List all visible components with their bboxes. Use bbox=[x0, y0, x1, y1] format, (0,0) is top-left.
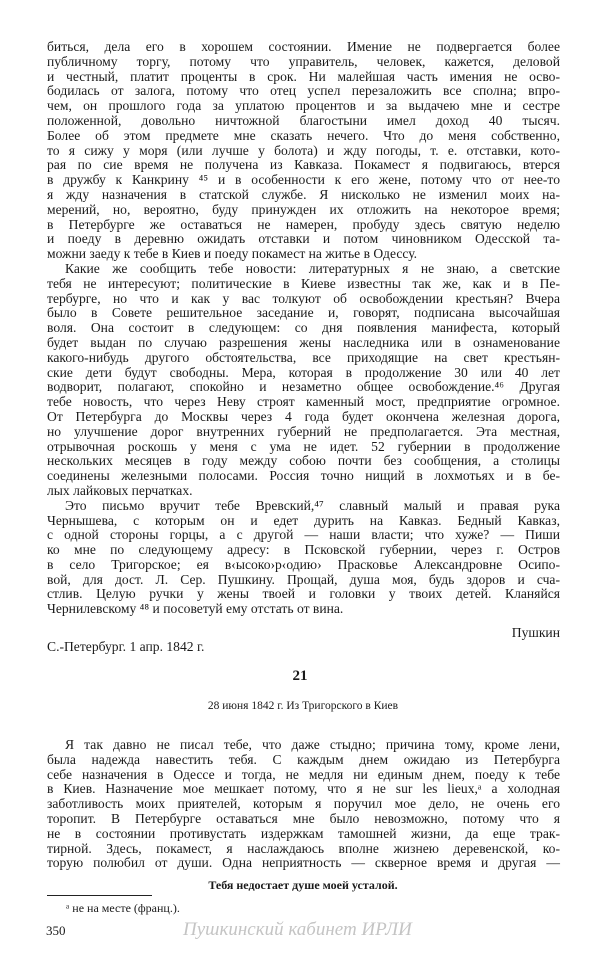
text-line: то я сижу у моря (или лучше у болота) и жду погоды, т. е. отставки, кото- bbox=[47, 142, 560, 158]
text-line: вой, для дост. Л. Сер. Пушкину. Прощай, душа моя, будь здоров и сча- bbox=[47, 571, 560, 587]
text-line: было в Совете решительное заседание и, говорят, подписана высочайшая bbox=[47, 305, 560, 321]
text-line: Какие же сообщить тебе новости: литературных я не знаю, а светские bbox=[65, 260, 560, 276]
text-line: тебя не интересуют; политические в Киеве известны так же, как и в Пе- bbox=[47, 275, 560, 291]
letter-21-body bbox=[47, 738, 560, 871]
text-line: тебе новость, что через Неву строят каменный мост, предприятие огромное. bbox=[47, 394, 560, 410]
text-line: ские дети будут свободны. Мера, которая в продолжение 30 или 40 лет bbox=[47, 364, 560, 380]
text-line: водворит, полагают, спокойно и незаметно общее освобождение.⁴⁶ Другая bbox=[47, 379, 560, 395]
text-line: торопит. В Петербурге оставаться мне было невозможно, потому что я bbox=[47, 810, 560, 826]
footnote: ᵃ не на месте (франц.). bbox=[66, 901, 180, 915]
text-line: была надежда навестить тебя. С каждым днем ожидаю из Петербурга bbox=[47, 751, 560, 767]
text-line: воля. Она состоит в следующем: со дня появления манифеста, который bbox=[47, 320, 560, 336]
place-date-text: С.-Петербург. 1 апр. 1842 г. bbox=[47, 639, 205, 654]
text-line: и честный, платит проценты в срок. Ни малейшая часть имения не осво- bbox=[47, 68, 560, 84]
text-line: в Петербурге же оставаться не намерен, пробуду здесь святую неделю bbox=[47, 216, 560, 232]
text-line: От Петербурга до Москвы через 4 года будет окончена железная дорога, bbox=[47, 408, 560, 424]
letter-heading: 28 июня 1842 г. Из Тригорского в Киев bbox=[207, 700, 399, 712]
text-line: нескольких месяцев в году между собою почти без сообщения, а столицы bbox=[47, 453, 560, 469]
text-line: биться, дела его в хорошем состоянии. Имение не подвергается более bbox=[47, 39, 560, 54]
text-line: себе назначения в Одессе и тогда, не медля ни единым днем, поеду к тебе bbox=[47, 766, 560, 782]
text-line: ко мне по следующему адресу: в Псковской губернии, через г. Остров bbox=[47, 542, 560, 558]
text-line: мерений, но, вероятно, буду принужден их отложить на некоторое время; bbox=[47, 201, 560, 217]
text-line: какого-нибудь другого обстоятельства, все приходящие на свет крестьян- bbox=[47, 349, 560, 365]
text-line: Чернилевскому ⁴⁸ и посоветуй ему отстать от вина. bbox=[47, 601, 344, 617]
letter-number: 21 bbox=[292, 668, 308, 684]
text-line: в дружбу к Канкрину ⁴⁵ и в особенности к его жене, потому что от нее-то bbox=[47, 172, 560, 188]
text-line: и поеду в деревню ожидать отставки и потом чиновником Одесской та- bbox=[47, 231, 560, 247]
text-line: положенной, довольно ничтожной благостыни имел доход 40 тысяч. bbox=[47, 112, 560, 128]
text-line: лых лайковых перчатках. bbox=[47, 482, 193, 498]
text-line: Это письмо вручит тебе Вревский,⁴⁷ славный малый и правая рука bbox=[65, 497, 560, 513]
text-line: бодилась от залога, потому что отец успел перезаложить все сполна; впро- bbox=[47, 83, 560, 99]
text-line: публичному торгу, потому что управитель, человек, кажется, деловой bbox=[47, 53, 560, 69]
text-line: в село Тригорское; ея в‹ысоко›р‹одию› Прасковье Александровне Осипо- bbox=[47, 556, 560, 572]
text-line: но улучшение дорог внутренних губерний не предполагается. Эта местная, bbox=[47, 423, 560, 439]
text-line: можни заеду к тебе в Киев и поеду покамест на житье в Одессу. bbox=[47, 246, 418, 262]
watermark: Пушкинский кабинет ИРЛИ bbox=[183, 919, 412, 940]
text-line: рая по сие время не получена из Кавказа. Покамест я подвигаюсь, втерся bbox=[47, 157, 560, 173]
text-line: я жду назначения в статской службе. Я нисколько не изменил моих на- bbox=[47, 186, 560, 202]
page-number: 350 bbox=[46, 923, 66, 938]
signature: Пушкин bbox=[511, 625, 560, 640]
text-line: заботливость моих приятелей, которым я поручил мое дело, не очень его bbox=[47, 796, 560, 812]
text-line: стлив. Целую ручки у жены твоей и головки у твоих детей. Кланяйся bbox=[47, 586, 560, 602]
text-line: Более об этом предмете мне сказать нечего. Что до меня собственно, bbox=[47, 127, 560, 143]
text-line: торую полюбил от души. Одна неприятность — скверное время и другая — bbox=[47, 855, 560, 871]
text-line: Я так давно не писал тебе, что даже стыдно; причина тому, кроме лени, bbox=[65, 737, 560, 752]
text-line: Чернышева, с которым он и едет дурить на Кавказ. Бедный Кавказ, bbox=[47, 512, 560, 528]
text-line: тербурге, но что и как у вас толкуют об освобождении крестьян? Вчера bbox=[47, 290, 560, 306]
place-date bbox=[47, 640, 560, 655]
text-line: с одной стороны горцы, а с другой — наши власти; что хуже? — Пиши bbox=[47, 527, 560, 543]
text-line: в Киев. Назначение мое мешкает потому, что я не sur les lieux,ᵃ а холодная bbox=[47, 781, 560, 797]
text-line: не в состоянии противустать издержкам тамошней жизни, да еще трак- bbox=[47, 825, 560, 841]
footnote-divider bbox=[47, 895, 152, 896]
verse-quote: Тебя недостает душе моей усталой. bbox=[208, 878, 398, 892]
text-line: будет выдан по случаю разрешения жены наследника или в ознаменование bbox=[47, 334, 560, 350]
text-line: отрывочная роскошь у меня с ума не идет. 52 губернии в продолжение bbox=[47, 438, 560, 454]
text-line: тирной. Здесь, покамест, я наслаждаюсь вполне жизнею деревенской, ко- bbox=[47, 840, 560, 856]
text-line: чем, он прошлого года за уплатою процентов и за выдачею мне и сестре bbox=[47, 98, 560, 114]
text-line: соединены железными полосами. Россия точно нищий в лохмотьях и в бе- bbox=[47, 468, 560, 484]
letter-continuation bbox=[47, 40, 560, 617]
